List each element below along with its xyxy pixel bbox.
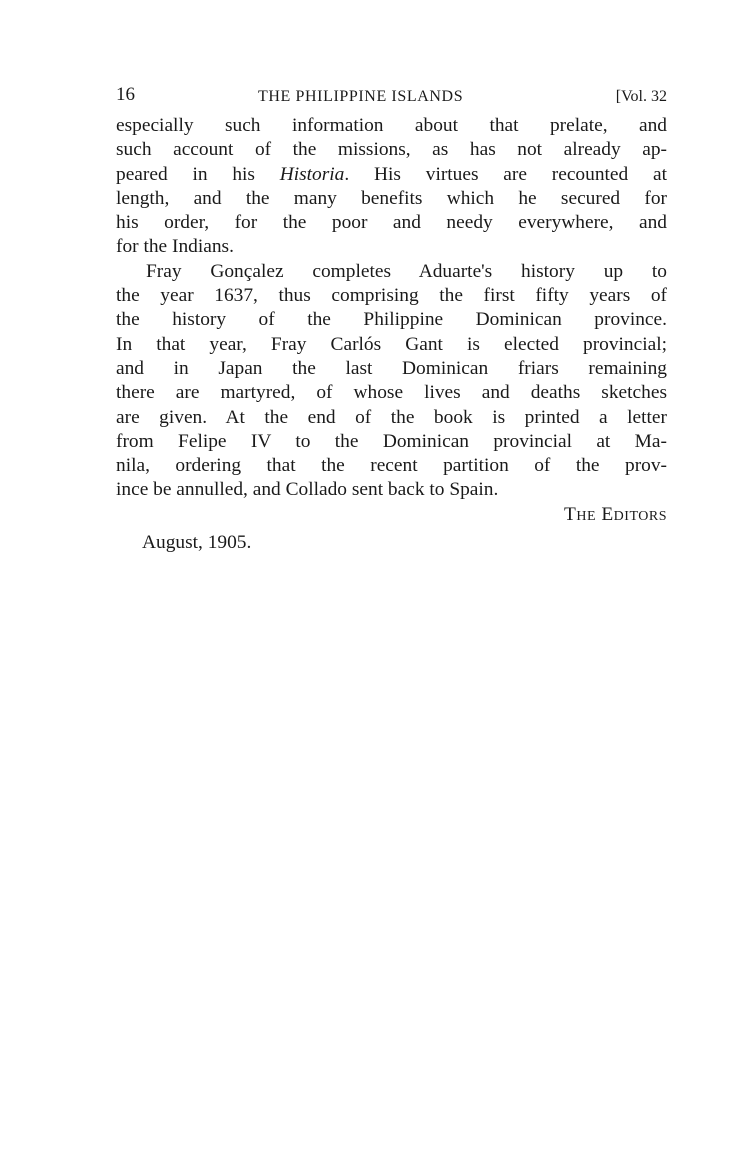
text-line: Fray Gonçalez completes Aduarte's history up to — [146, 260, 667, 282]
running-title: THE PHILIPPINE ISLANDS — [258, 88, 464, 105]
text-line: nila, ordering that the recent partition of the prov- — [116, 455, 667, 477]
text-line: and in Japan the last Dominican friars remaining — [116, 357, 667, 379]
page-number: 16 — [116, 84, 135, 105]
text-line: his order, for the poor and needy everywhere, and — [116, 212, 667, 234]
text-line: for the Indians. — [116, 236, 234, 258]
dateline: August, 1905. — [142, 532, 252, 554]
text-line: especially such information about that prelate, and — [116, 115, 667, 136]
text-line: the history of the Philippine Dominican province. — [116, 309, 667, 331]
text-line: length, and the many benefits which he secured for — [116, 187, 667, 209]
text-line: the year 1637, thus comprising the first fifty years of — [116, 285, 667, 307]
paragraph-1 — [116, 114, 667, 260]
text-fragment: . His virtues are recounted at — [344, 163, 667, 185]
volume-label: [Vol. 32 — [615, 88, 667, 105]
text-line: ince be annulled, and Collado sent back to Spain. — [116, 479, 499, 501]
body-text — [116, 114, 667, 503]
text-line: are given. At the end of the book is printed a letter — [116, 406, 667, 428]
text-line: such account of the missions, as has not already ap- — [116, 139, 667, 161]
italic-title: Historia — [279, 163, 345, 185]
text-line — [116, 163, 667, 187]
text-line: In that year, Fray Carlós Gant is elected provincial; — [116, 333, 667, 355]
book-page — [116, 84, 667, 555]
running-head — [116, 84, 667, 114]
text-fragment: peared in his — [116, 163, 280, 185]
text-line: from Felipe IV to the Dominican provincial at Ma- — [116, 430, 667, 452]
signature: The Editors — [563, 503, 667, 525]
text-line: there are martyred, of whose lives and deaths sketches — [116, 382, 667, 404]
paragraph-2 — [116, 260, 667, 503]
